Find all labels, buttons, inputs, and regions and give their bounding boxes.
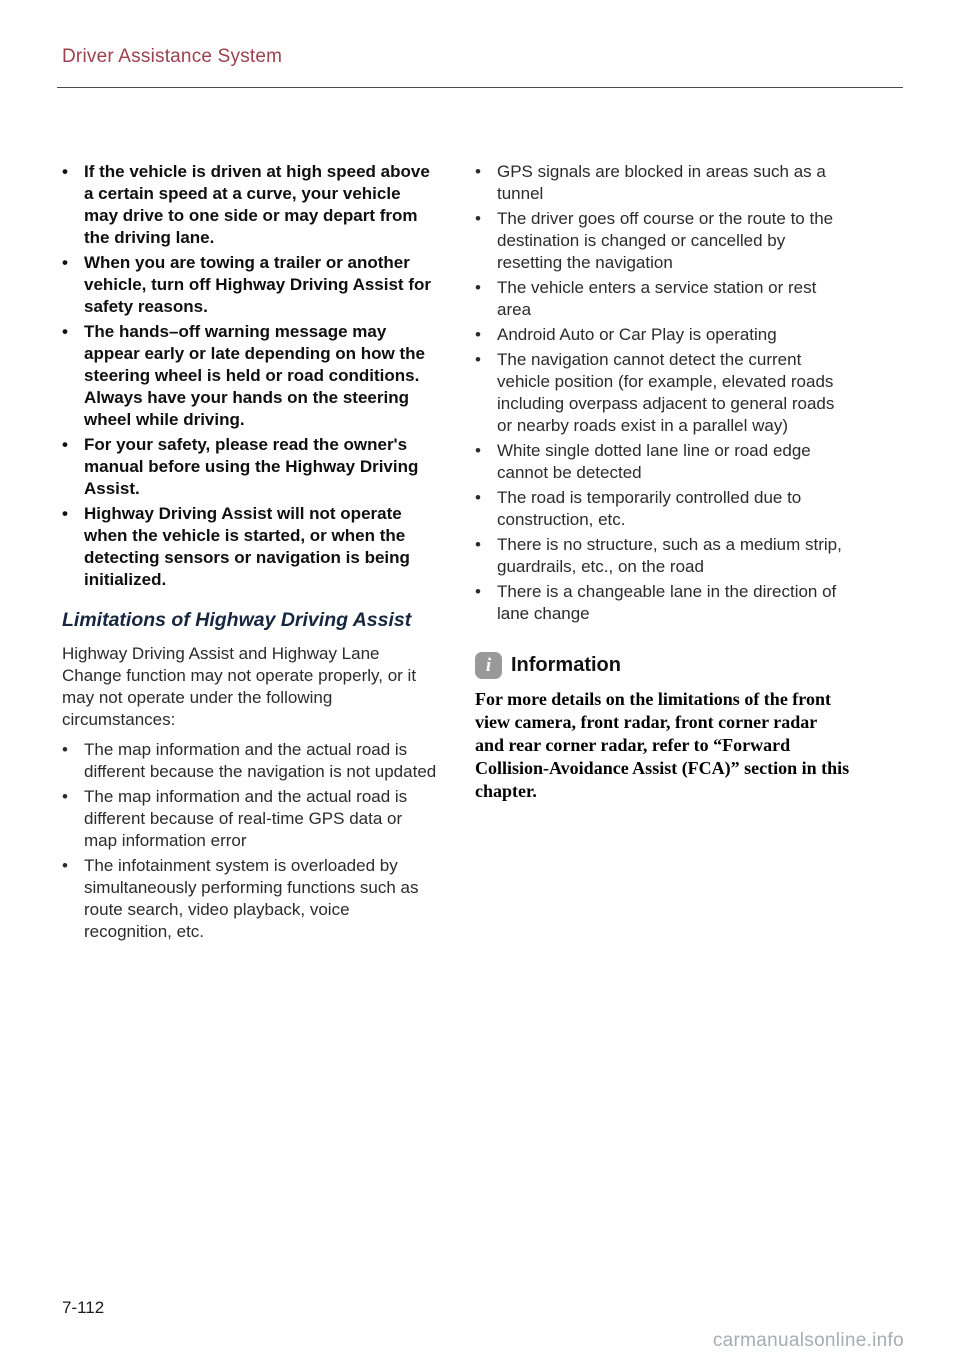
- bullet-text: The road is temporarily controlled due to construction, etc.: [497, 488, 802, 529]
- page-header-title: Driver Assistance System: [62, 46, 283, 67]
- info-icon: i: [475, 652, 502, 679]
- intro-paragraph: Highway Driving Assist and Highway Lane Change function may not operate properly, or it may not operate under the following circumstances:: [62, 644, 417, 729]
- right-column: [475, 161, 850, 946]
- bullet-text: When you are towing a trailer or another vehicle, turn off Highway Driving Assist for safety reasons.: [84, 253, 431, 316]
- list-item: [475, 277, 850, 321]
- section-heading: Limitations of Highway Driving Assist: [62, 609, 412, 631]
- bullet-text: There is a changeable lane in the direction of lane change: [497, 582, 837, 623]
- bullet-marker: •: [475, 488, 481, 507]
- bullet-text: White single dotted lane line or road edge cannot be detected: [497, 441, 811, 482]
- list-item: [62, 161, 437, 249]
- bullet-marker: •: [475, 278, 481, 297]
- info-paragraph: For more details on the limitations of the front view camera, front radar, front corner radar and rear corner radar, refer to “Forward Collision-Avoidance Assist (FCA)” section in this chapter.: [475, 689, 850, 801]
- bullet-marker: •: [62, 322, 68, 341]
- list-item: [62, 786, 437, 852]
- bullet-text: There is no structure, such as a medium strip, guardrails, etc., on the road: [497, 535, 842, 576]
- bullet-text: The map information and the actual road is different because the navigation is not updated: [84, 740, 437, 781]
- page-header: [0, 0, 960, 68]
- bullet-marker: •: [475, 582, 481, 601]
- bullet-marker: •: [475, 350, 481, 369]
- list-item: [475, 487, 850, 531]
- list-item: [62, 321, 437, 431]
- bullet-marker: •: [62, 253, 68, 272]
- list-item: [475, 324, 850, 346]
- list-item: [475, 161, 850, 205]
- list-item: [62, 503, 437, 591]
- header-divider: [57, 87, 903, 88]
- bullet-marker: •: [62, 435, 68, 454]
- warning-bullet-list: [62, 161, 437, 591]
- bullet-marker: •: [475, 325, 481, 344]
- bullet-text: The navigation cannot detect the current vehicle position (for example, elevated roads including overpass adjacent to general roads or nearby roads exist in a parallel way): [497, 350, 835, 435]
- limitations-bullet-list-left: [62, 739, 437, 943]
- bullet-marker: •: [62, 787, 68, 806]
- info-title: Information: [511, 654, 621, 676]
- bullet-text: Android Auto or Car Play is operating: [497, 325, 777, 344]
- bullet-marker: •: [62, 504, 68, 523]
- list-item: [475, 208, 850, 274]
- list-item: [62, 434, 437, 500]
- bullet-text: If the vehicle is driven at high speed above a certain speed at a curve, your vehicle may drive to one side or may depart from the driving lane.: [84, 162, 430, 247]
- bullet-text: The driver goes off course or the route to the destination is changed or cancelled by resetting the navigation: [497, 209, 834, 272]
- bullet-marker: •: [62, 162, 68, 181]
- list-item: [475, 440, 850, 484]
- list-item: [62, 252, 437, 318]
- bullet-text: For your safety, please read the owner's manual before using the Highway Driving Assist.: [84, 435, 419, 498]
- bullet-marker: •: [475, 209, 481, 228]
- list-item: [475, 534, 850, 578]
- list-item: [475, 349, 850, 437]
- bullet-marker: •: [62, 740, 68, 759]
- page-number: 7-112: [62, 1298, 105, 1317]
- bullet-text: The hands–off warning message may appear early or late depending on how the steering wheel is held or road conditions. Always have your hands on the steering wheel while driving.: [84, 322, 426, 429]
- left-column: [62, 161, 437, 946]
- bullet-text: The infotainment system is overloaded by simultaneously performing functions such as route search, video playback, voice recognition, etc.: [84, 856, 419, 941]
- info-header: [475, 652, 850, 679]
- watermark: carmanualsonline.info: [712, 1330, 904, 1351]
- list-item: [475, 581, 850, 625]
- bullet-marker: •: [475, 162, 481, 181]
- bullet-marker: •: [475, 535, 481, 554]
- bullet-text: Highway Driving Assist will not operate when the vehicle is started, or when the detecting sensors or navigation is being initialized.: [84, 504, 410, 589]
- limitations-bullet-list-right: [475, 161, 850, 625]
- bullet-text: GPS signals are blocked in areas such as a tunnel: [497, 162, 826, 203]
- bullet-text: The map information and the actual road is different because of real-time GPS data or map information error: [84, 787, 408, 850]
- bullet-text: The vehicle enters a service station or rest area: [497, 278, 817, 319]
- list-item: [62, 739, 437, 783]
- list-item: [62, 855, 437, 943]
- bullet-marker: •: [62, 856, 68, 875]
- bullet-marker: •: [475, 441, 481, 460]
- page-content: [0, 161, 960, 946]
